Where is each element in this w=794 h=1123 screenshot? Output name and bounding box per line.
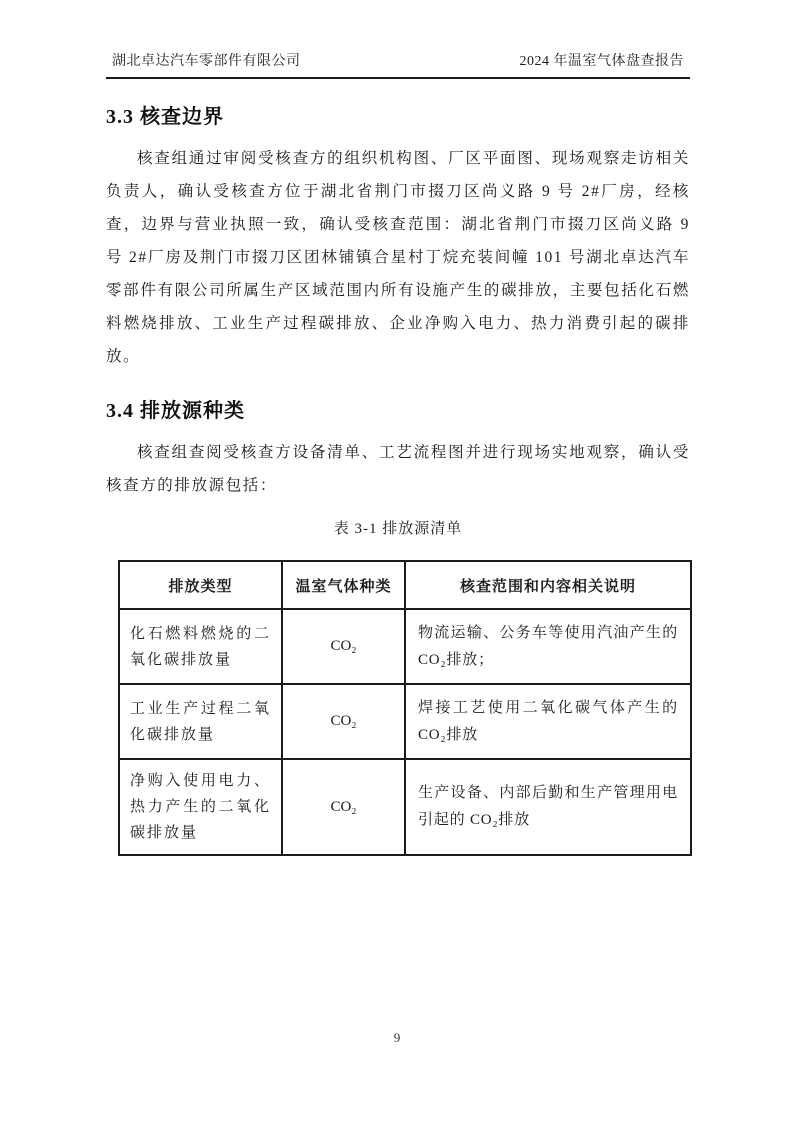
table-header-row [119,561,691,609]
table-row [119,609,691,684]
cell-emission-type: 工业生产过程二氧化碳排放量 [119,684,282,759]
page-number: 9 [393,1030,401,1045]
column-header-ghg-kind: 温室气体种类 [282,561,405,609]
column-header-emission-type: 排放类型 [119,561,282,609]
section-3-3-paragraph: 核查组通过审阅受核查方的组织机构图、厂区平面图、现场观察走访相关负责人，确认受核查方位于湖北省荆门市掇刀区尚义路 9 号 2#厂房，经核查，边界与营业执照一致，确认受核查范围：湖北省荆门市掇刀区尚义路 9 号 2#厂房及荆门市掇刀区团林铺镇合星村丁烷充装间幢 101 号湖北卓达汽车零部件有限公司所属生产区域范围内所有设施产生的碳排放，主要包括化石燃料燃烧排放、工业生产过程碳排放、企业净购入电力、热力消费引起的碳排放。 [106,150,690,365]
cell-scope-description: 生产设备、内部后勤和生产管理用电引起的 CO₂排放 [405,759,691,855]
header-report-title: 2024 年温室气体盘查报告 [519,54,684,69]
section-3-4-paragraph: 核查组查阅受核查方设备清单、工艺流程图并进行现场实地观察，确认受核查方的排放源包括： [106,444,690,494]
column-header-scope-description: 核查范围和内容相关说明 [405,561,691,609]
section-3-3-heading: 3.3 核查边界 [106,106,224,128]
emission-source-table [118,560,692,856]
cell-scope-description: 焊接工艺使用二氧化碳气体产生的 CO₂排放 [405,684,691,759]
header-company-name: 湖北卓达汽车零部件有限公司 [112,54,301,69]
cell-emission-type: 化石燃料燃烧的二氧化碳排放量 [119,609,282,684]
cell-ghg-kind: CO₂ [282,759,405,855]
cell-emission-type: 净购入使用电力、热力产生的二氧化碳排放量 [119,759,282,855]
table-row [119,684,691,759]
section-3-4-heading: 3.4 排放源种类 [106,400,245,422]
cell-ghg-kind: CO₂ [282,609,405,684]
table-row [119,759,691,855]
page-header [106,50,690,79]
cell-ghg-kind: CO₂ [282,684,405,759]
table-caption: 表 3-1 排放源清单 [333,521,463,537]
cell-scope-description: 物流运输、公务车等使用汽油产生的CO₂排放； [405,609,691,684]
